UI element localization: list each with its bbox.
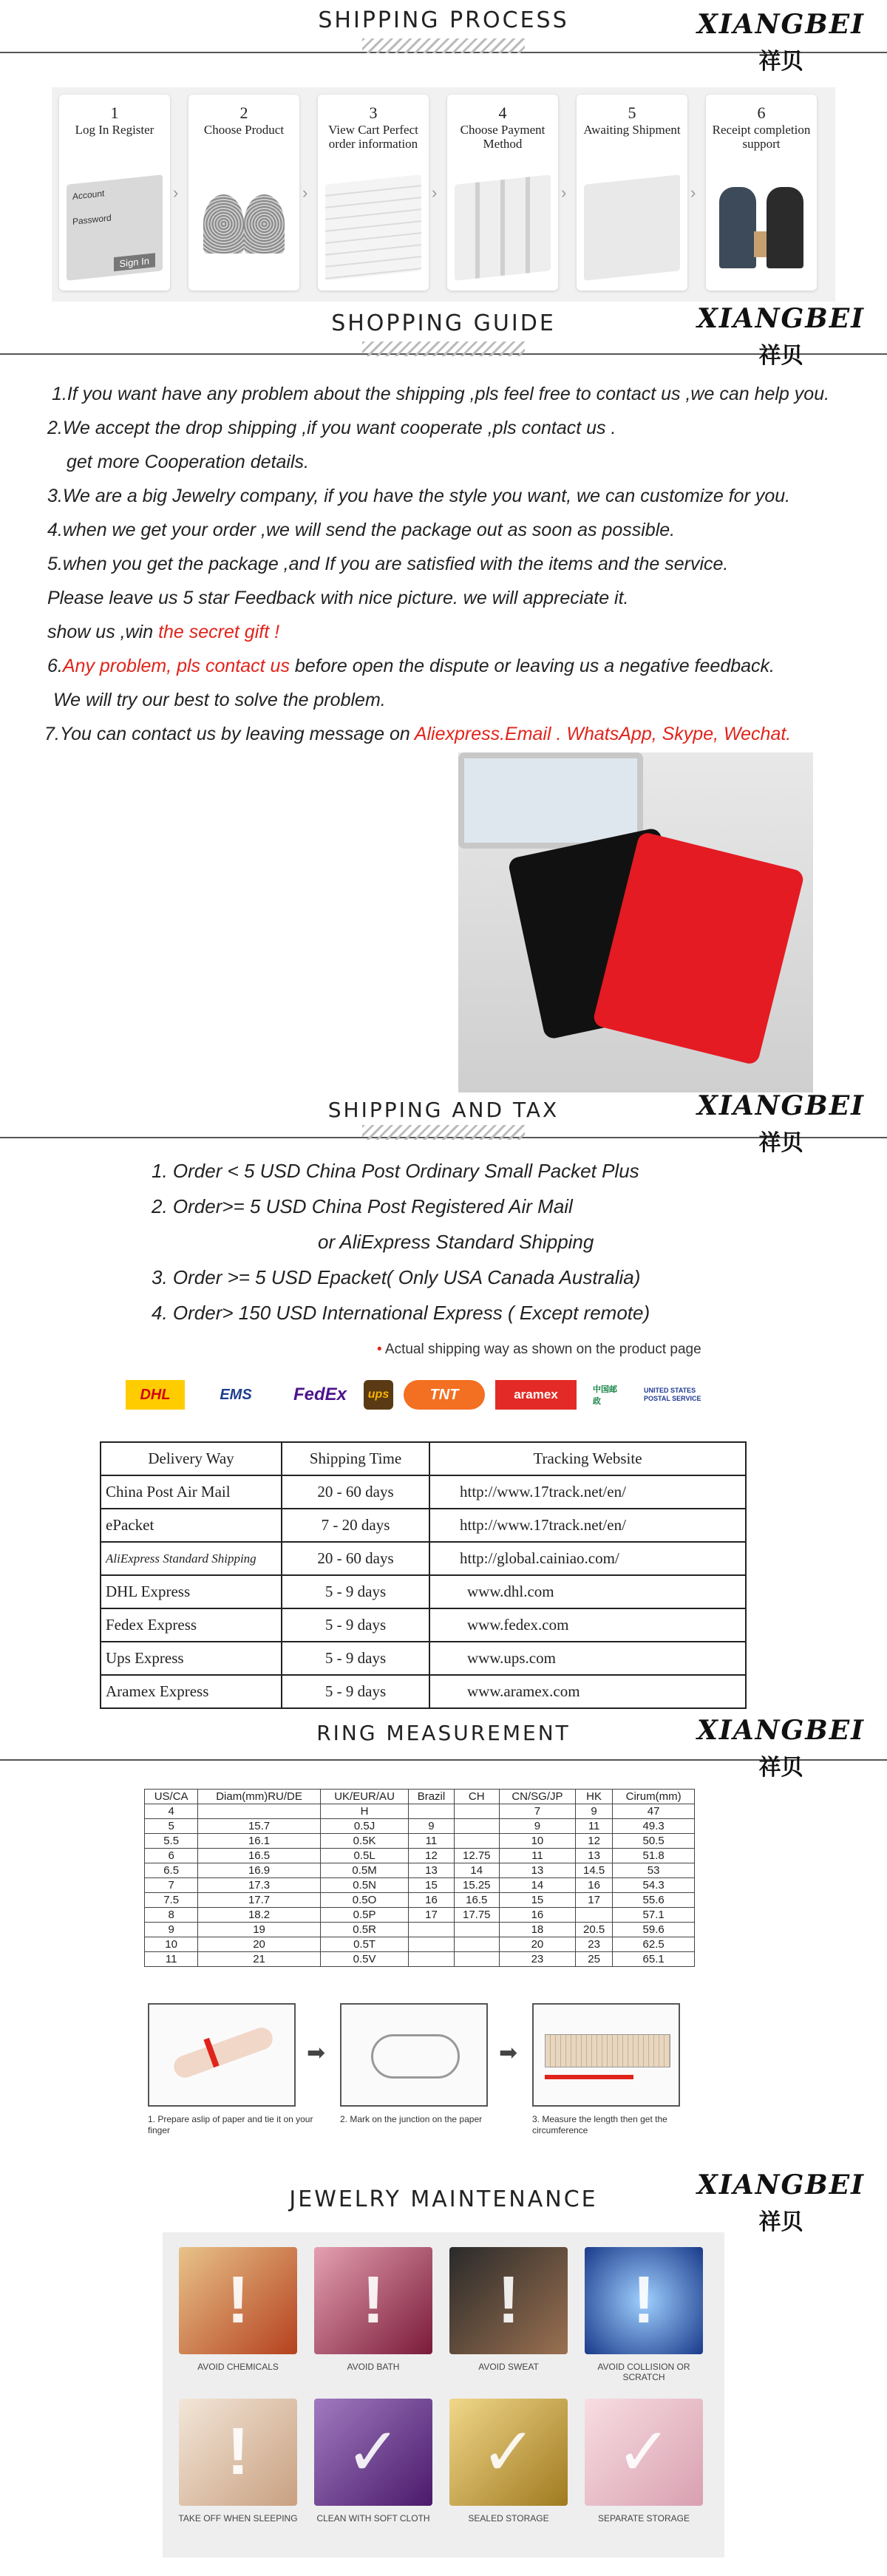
tnt-logo: TNT: [404, 1380, 485, 1410]
phone-image: [458, 752, 643, 849]
ems-logo: EMS: [220, 1386, 252, 1403]
section-title: SHOPPING GUIDE: [331, 310, 556, 336]
take-off-sleeping-tile: [179, 2399, 297, 2506]
step-card: [318, 95, 429, 290]
ring-size-table: [144, 1789, 695, 1967]
step-caption: 1. Prepare aslip of paper and tie it on your finger: [148, 2114, 313, 2135]
hatch-decoration: [362, 38, 525, 53]
ups-logo: ups: [364, 1380, 393, 1410]
table-row: 5 15.7 0.5J 9 9 11 49.3: [145, 1819, 695, 1834]
step-number: 4: [498, 103, 507, 122]
step-label: Choose Product: [203, 123, 285, 137]
tile-caption: CLEAN WITH SOFT CLOTH: [316, 2513, 430, 2524]
fedex-logo: FedEx: [293, 1384, 347, 1404]
hand-icon: [371, 2034, 460, 2079]
step-label: Receipt completion support: [712, 123, 811, 151]
cart-illustration: [325, 174, 421, 281]
finger-wrap-illustration: [148, 2003, 296, 2107]
hatch-decoration: [362, 341, 525, 356]
warning-icon: !: [227, 2415, 249, 2489]
shipping-table: [100, 1441, 747, 1709]
tile-caption: AVOID SWEAT: [478, 2362, 539, 2372]
courier-figure: [719, 187, 756, 268]
step-card: [447, 95, 558, 290]
ruler-illustration: [532, 2003, 680, 2107]
tile-caption: SEALED STORAGE: [468, 2513, 549, 2524]
brand-logo: XIANGBEI 祥贝: [696, 2169, 865, 2235]
step-number: 2: [239, 103, 248, 122]
step-number: 1: [110, 103, 119, 122]
table-row: China Post Air Mail 20 - 60 days http://www.17track.net/en/: [101, 1475, 746, 1509]
table-row: 8 18.2 0.5P 17 17.75 16 57.1: [145, 1908, 695, 1923]
mark-junction-illustration: [340, 2003, 488, 2107]
section-title: SHIPPING PROCESS: [318, 7, 569, 33]
brand-logo: XIANGBEI 祥贝: [696, 9, 865, 75]
login-illustration: Account Password Sign In: [67, 174, 163, 281]
brand-logo: XIANGBEI 祥贝: [696, 303, 865, 369]
step-number: 6: [757, 103, 766, 122]
tile-caption: TAKE OFF WHEN SLEEPING: [178, 2513, 298, 2524]
table-row: DHL Express 5 - 9 days www.dhl.com: [101, 1575, 746, 1608]
shipping-options-list: 1. Order < 5 USD China Post Ordinary Small Packet Plus 2. Order>= 5 USD China Post Registered Air Mail or AliExpress Standard Shipping 3. Order >= 5 USD Epacket( Only USA Canada Australia) 4. Order> 150 USD International Express ( Except remote): [152, 1160, 650, 1324]
step-number: 3: [369, 103, 378, 122]
step-card: [59, 95, 170, 290]
dhl-logo: DHL: [126, 1380, 185, 1410]
table-row: Ups Express 5 - 9 days www.ups.com: [101, 1642, 746, 1675]
step-number: 5: [628, 103, 636, 122]
section-title: SHIPPING AND TAX: [327, 1098, 560, 1122]
table-row: 9 19 0.5R 18 20.5 59.6: [145, 1923, 695, 1937]
check-icon: ✓: [345, 2416, 401, 2490]
aramex-logo: aramex: [495, 1380, 577, 1410]
arrow-icon: ›: [432, 183, 438, 202]
brand-logo: XIANGBEI 祥贝: [696, 1715, 865, 1781]
check-icon: ✓: [616, 2416, 672, 2490]
step-label: View Cart Perfect order information: [328, 123, 418, 151]
table-row: 6.5 16.9 0.5M 13 14 13 14.5 53: [145, 1863, 695, 1878]
ruler-icon: [545, 2034, 670, 2067]
usps-logo: UNITED STATES POSTAL SERVICE: [644, 1387, 701, 1402]
shipment-illustration: [584, 174, 680, 281]
avoid-sweat-tile: [449, 2247, 568, 2354]
finger-icon: [171, 2025, 276, 2081]
tile-caption: AVOID CHEMICALS: [197, 2362, 279, 2372]
avoid-bath-tile: [314, 2247, 432, 2354]
table-row: 11 21 0.5V 23 25 65.1: [145, 1952, 695, 1967]
china-post-logo: 中国邮政: [593, 1385, 617, 1406]
table-row: 6 16.5 0.5L 12 12.75 11 13 51.8: [145, 1849, 695, 1863]
tile-caption: AVOID BATH: [347, 2362, 400, 2372]
arrow-icon: ›: [561, 183, 567, 202]
check-icon: ✓: [480, 2416, 537, 2490]
brand-logo: XIANGBEI 祥贝: [696, 1090, 865, 1156]
separate-storage-tile: [585, 2399, 703, 2506]
step-card: [577, 95, 687, 290]
table-row: ePacket 7 - 20 days http://www.17track.net/en/: [101, 1509, 746, 1542]
table-row: 7 17.3 0.5N 15 15.25 14 16 54.3: [145, 1878, 695, 1893]
table-header-row: Delivery Way Shipping Time Tracking Website: [101, 1442, 746, 1475]
table-row: 10 20 0.5T 20 23 62.5: [145, 1937, 695, 1952]
maintenance-grid: [163, 2232, 724, 2558]
shipping-process-panel: [52, 87, 835, 302]
avoid-collision-tile: [585, 2247, 703, 2354]
warning-icon: !: [227, 2263, 249, 2337]
step-caption: 2. Mark on the junction on the paper: [340, 2114, 483, 2124]
table-header-row: US/CA Diam(mm)RU/DE UK/EUR/AU Brazil CH CN/SG/JP HK Cirum(mm): [145, 1790, 695, 1804]
table-row: 7.5 17.7 0.5O 16 16.5 15 17 55.6: [145, 1893, 695, 1908]
earrings-illustration: [196, 180, 292, 276]
paper-strip-icon: [545, 2075, 633, 2079]
arrow-icon: ›: [302, 183, 308, 202]
shopping-guide-text: 1.If you want have any problem about the shipping ,pls feel free to contact us ,we can help you. 2.We accept the drop shipping ,if you want cooperate ,pls contact us . get more Cooperation details. 3.We are a big Jewelry company, if you have the style you want, we can customize for you. 4.when we get your order ,we will send the package out as soon as possible. 5.when you get the package ,and If you are satisfied with the items and the service. Please leave us 5 star Feedback with nice picture. we will appreciate it. show us ,win the secret gift ! 6.Any problem, pls contact us before open the dispute or leaving us a negative feedback. We will try our best to solve the problem. 7.You can contact us by leaving message on Aliexpress.Email . WhatsApp, Skype, Wechat.: [44, 384, 830, 744]
step-label: Awaiting Shipment: [583, 123, 681, 137]
hatch-decoration: [362, 1125, 525, 1140]
step-caption: 3. Measure the length then get the circumference: [532, 2114, 667, 2135]
table-row: Aramex Express 5 - 9 days www.aramex.com: [101, 1675, 746, 1708]
table-row: AliExpress Standard Shipping 20 - 60 days http://global.cainiao.com/: [101, 1542, 746, 1575]
warning-icon: !: [633, 2263, 655, 2337]
table-row: 4 H 7 9 47: [145, 1804, 695, 1819]
step-label: Log In Register: [75, 123, 154, 137]
shipping-note: • Actual shipping way as shown on the product page: [377, 1342, 701, 1357]
customer-figure: [767, 187, 803, 268]
earring-icon: [244, 194, 285, 254]
step-label: Choose Payment Method: [460, 123, 546, 151]
clean-soft-cloth-tile: [314, 2399, 432, 2506]
warning-icon: !: [497, 2263, 520, 2337]
avoid-chemicals-tile: [179, 2247, 297, 2354]
table-row: 5.5 16.1 0.5K 11 10 12 50.5: [145, 1834, 695, 1849]
arrow-icon: ➡: [307, 2041, 326, 2065]
product-photo: [458, 752, 813, 1092]
tile-caption: AVOID COLLISION OR SCRATCH: [597, 2362, 690, 2382]
sealed-storage-tile: [449, 2399, 568, 2506]
step-card: [706, 95, 817, 290]
arrow-icon: ›: [173, 183, 179, 202]
carrier-logos: [126, 1379, 723, 1411]
warning-icon: !: [362, 2263, 384, 2337]
table-row: Fedex Express 5 - 9 days www.fedex.com: [101, 1608, 746, 1642]
step-card: [188, 95, 299, 290]
arrow-icon: ›: [690, 183, 696, 202]
tile-caption: SEPARATE STORAGE: [597, 2513, 690, 2524]
arrow-icon: ➡: [499, 2041, 518, 2065]
earring-icon: [203, 194, 244, 254]
delivery-illustration: [713, 180, 809, 276]
section-title: JEWELRY MAINTENANCE: [289, 2186, 598, 2212]
payment-illustration: [455, 174, 551, 281]
ring-measure-steps: [148, 2003, 724, 2151]
section-title: RING MEASUREMENT: [316, 1721, 571, 1745]
